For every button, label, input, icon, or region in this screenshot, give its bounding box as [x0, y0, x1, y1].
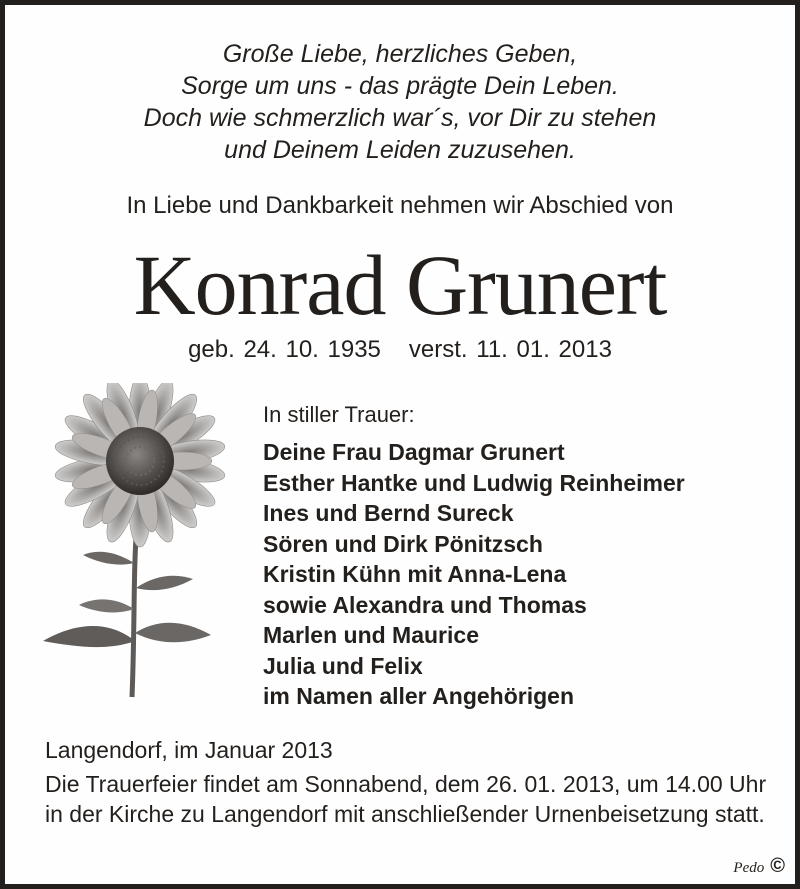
mourners-list	[263, 437, 685, 712]
intro-text: In Liebe und Dankbarkeit nehmen wir Abschied von	[126, 192, 674, 219]
sunflower-petals	[53, 383, 226, 547]
death-date: verst. 11. 01. 2013	[408, 336, 612, 363]
life-dates	[5, 335, 795, 365]
mourner-name: im Namen aller Angehörigen	[263, 683, 574, 709]
poem-line: Große Liebe, herzliches Geben,	[222, 40, 578, 68]
deceased-name: Konrad Grunert	[133, 237, 667, 333]
mourners-label: In stiller Trauer:	[263, 402, 415, 427]
publisher-credit	[733, 856, 785, 878]
copyright-icon: ©	[770, 855, 785, 877]
funeral-info: Die Trauerfeier findet am Sonnabend, dem 26. 01. 2013, um 14.00 Uhr in der Kirche zu Langendorf mit anschließender Urnenbeisetzung statt.	[45, 771, 767, 827]
mourner-name: Julia und Felix	[263, 652, 423, 679]
mourner-name: Marlen und Maurice	[263, 622, 479, 648]
sunflower-stem	[43, 523, 211, 697]
mourner-name: sowie Alexandra und Thomas	[263, 591, 587, 618]
mourner-name: Ines und Bernd Sureck	[263, 500, 514, 526]
publisher-brand: Pedo	[733, 860, 765, 876]
poem	[5, 38, 795, 166]
mourner-name: Deine Frau Dagmar Grunert	[263, 439, 565, 465]
birth-date: geb. 24. 10. 1935	[188, 336, 381, 363]
sunflower-icon	[35, 383, 245, 701]
poem-line: und Deinem Leiden zuzusehen.	[224, 136, 576, 164]
poem-line: Sorge um uns - das prägte Dein Leben.	[181, 72, 619, 100]
place-date: Langendorf, im Januar 2013	[45, 737, 333, 763]
mourner-name: Esther Hantke und Ludwig Reinheimer	[263, 469, 685, 496]
mourner-name: Kristin Kühn mit Anna-Lena	[263, 561, 567, 587]
mourner-name: Sören und Dirk Pönitzsch	[263, 530, 543, 557]
poem-line: Doch wie schmerzlich war´s, vor Dir zu stehen	[143, 104, 657, 132]
